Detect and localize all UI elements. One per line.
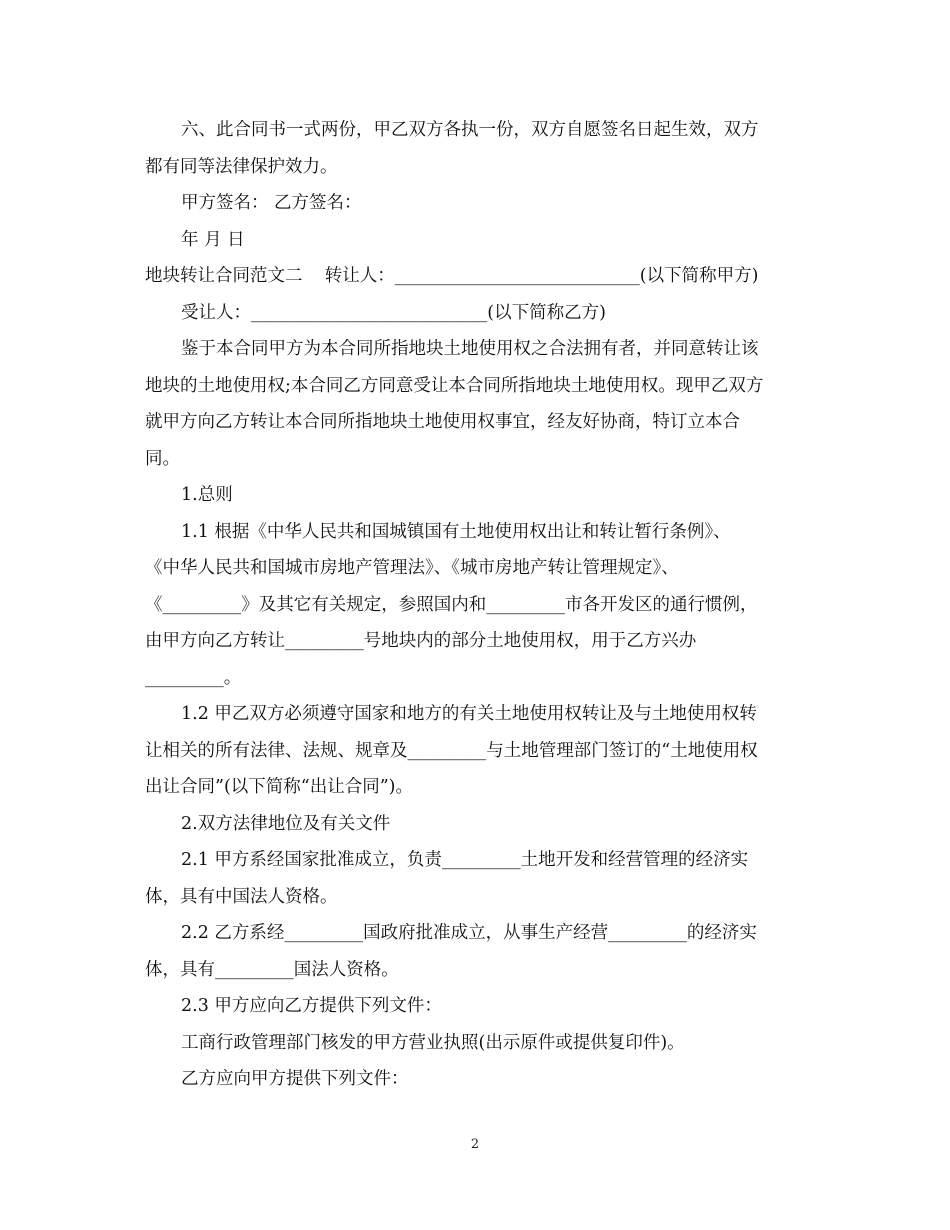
text-line: 就甲方向乙方转让本合同所指地块土地使用权事宜，经友好协商，特订立本合 — [145, 412, 740, 432]
text-line: 《_________》及其它有关规定，参照国内和_________市各开发区的通行惯例， — [145, 594, 758, 615]
text-line: 同。 — [145, 448, 180, 469]
text-line: 地块的土地使用权;本合同乙方同意受让本合同所指地块土地使用权。现甲乙双方 — [145, 375, 764, 396]
text-line: 六、此合同书一式两份，甲乙双方各执一份，双方自愿签名日起生效，双方 — [181, 120, 759, 140]
signature-line: 甲方签名： 乙方签名： — [181, 193, 362, 213]
text-line: 《中华人民共和国城市房地产管理法》、《城市房地产转让管理规定》、 — [145, 558, 679, 578]
text-line: 2.1 甲方系经国家批准成立，负责_________土地开发和经营管理的经济实 — [181, 850, 749, 870]
text-line: 鉴于本合同甲方为本合同所指地块土地使用权之合法拥有者，并同意转让该 — [181, 339, 759, 359]
heading-line: 1.总则 — [181, 485, 233, 505]
text-line: 2.2 乙方系经_________国政府批准成立，从事生产经营_________的经济实 — [181, 923, 757, 943]
text-line: 体，具有_________国法人资格。 — [145, 959, 399, 980]
text-line: 受让人：___________________________(以下简称乙方) — [181, 302, 606, 323]
text-line: 出让合同”(以下简称“出让合同”)。 — [145, 777, 413, 797]
text-line: 体，具有中国法人资格。 — [145, 886, 338, 907]
text-line: 由甲方向乙方转让_________号地块内的部分土地使用权，用于乙方兴办 — [145, 631, 697, 651]
page-number: 2 — [470, 1137, 480, 1152]
text-line: 1.1 根据《中华人民共和国城镇国有土地使用权出让和转让暂行条例》、 — [181, 521, 731, 542]
text-line: 2.3 甲方应向乙方提供下列文件： — [181, 996, 442, 1016]
text-line: 1.2 甲乙双方必须遵守国家和地方的有关土地使用权转让及与土地使用权转 — [181, 704, 757, 724]
text-line: 让相关的所有法律、法规、规章及_________与土地管理部门签订的“土地使用权 — [145, 740, 758, 761]
text-line: 都有同等法律保护效力。 — [145, 156, 338, 177]
text-line: 乙方应向甲方提供下列文件： — [181, 1069, 409, 1089]
document-body — [145, 112, 810, 1098]
heading-line: 2.双方法律地位及有关文件 — [181, 813, 391, 834]
section-title-line: 地块转让合同范文二 转让人：____________________________(以下简称甲方) — [145, 266, 759, 286]
date-line: 年 月 日 — [181, 229, 245, 250]
text-line: 工商行政管理部门核发的甲方营业执照(出示原件或提供复印件)。 — [181, 1032, 685, 1053]
text-line: _________。 — [145, 667, 242, 688]
